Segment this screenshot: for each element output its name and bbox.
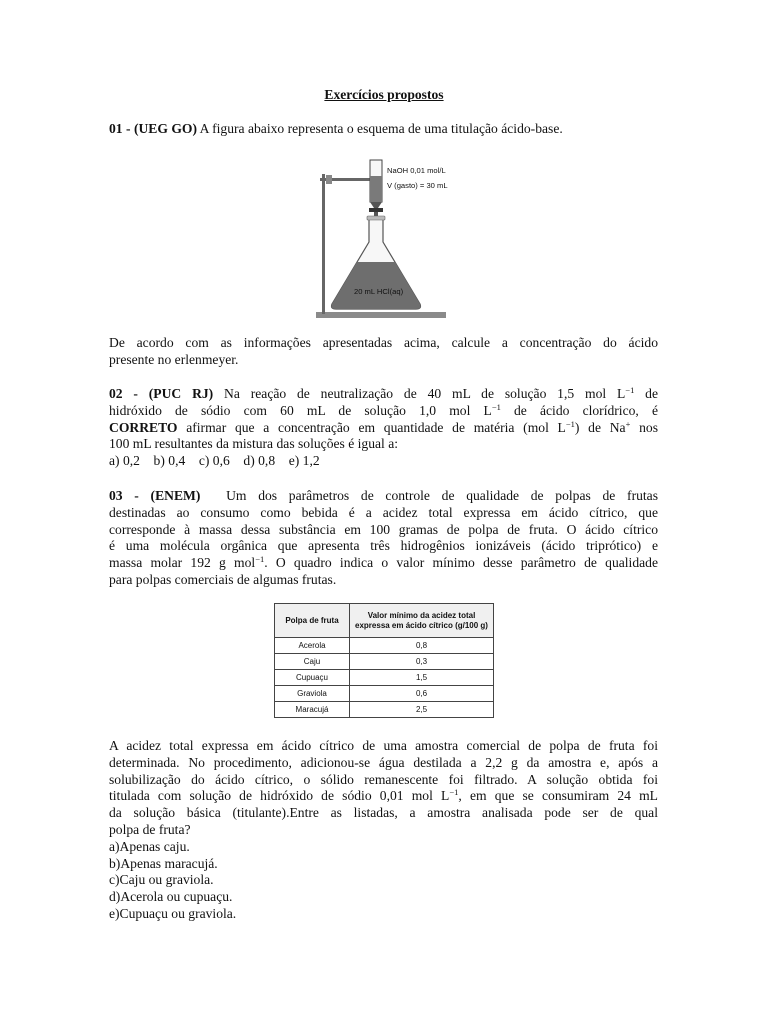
text-run: ) de Na	[574, 419, 626, 435]
paragraph-line	[109, 403, 658, 420]
text-run: nos	[630, 419, 658, 435]
paragraph-line: corresponde à massa dessa substância em 100 gramas de polpa de fruta. O ácido cítrico	[109, 521, 658, 537]
stand-base	[316, 312, 446, 318]
paragraph-line: para polpas comerciais de algumas frutas.	[109, 571, 337, 587]
paragraph-line: presente no erlenmeyer.	[109, 351, 239, 367]
superscript: −1	[449, 787, 459, 798]
table-cell-fruit: Cupuaçu	[275, 670, 350, 686]
table-header-row	[275, 604, 494, 638]
burette-tip	[370, 202, 382, 208]
question-01-text	[109, 335, 658, 369]
question-source: (PUC RJ)	[148, 386, 214, 401]
paragraph-line: da solução básica (titulante).Entre as listadas, a amostra analisada pode ser de qual	[109, 805, 658, 821]
flask-solution	[332, 262, 421, 309]
volume-label: V (gasto) = 30 mL	[387, 181, 448, 190]
paragraph-line: 100 mL resultantes da mistura das soluções é igual a:	[109, 436, 399, 452]
paragraph-line	[109, 386, 658, 403]
table-cell-fruit: Graviola	[275, 686, 350, 702]
paragraph-line: De acordo com as informações apresentadas acima, calcule a concentração do ácido	[109, 335, 658, 350]
column-header-fruit: Polpa de fruta	[275, 604, 350, 638]
burette-solution	[370, 176, 382, 202]
text-run: de	[634, 386, 658, 401]
clamp-knob	[326, 175, 332, 184]
table-cell-value: 0,3	[350, 654, 494, 670]
column-header-acidity: Valor mínimo da acidez total expressa em ácido cítrico (g/100 g)	[350, 604, 494, 638]
question-02	[109, 386, 658, 470]
titration-diagram	[314, 156, 464, 320]
question-number: 03 -	[109, 488, 139, 503]
answer-options: a) 0,2 b) 0,4 c) 0,6 d) 0,8 e) 1,2	[109, 453, 320, 469]
acidity-table	[274, 603, 494, 718]
answer-choice: b)Apenas maracujá.	[109, 855, 218, 871]
table-row	[275, 638, 494, 654]
answer-choice: a)Apenas caju.	[109, 838, 190, 854]
paragraph-line: destinadas ao consumo como bebida é a acidez total expressa em ácido cítrico, que	[109, 504, 658, 520]
titration-figure	[314, 156, 464, 320]
text-run: titulada com solução de hidróxido de sódio 0,01 mol L	[109, 788, 450, 804]
answer-choice: c)Caju ou graviola.	[109, 872, 214, 888]
acidity-table-wrap	[274, 603, 494, 718]
superscript: +	[625, 418, 631, 429]
table-cell-fruit: Acerola	[275, 638, 350, 654]
superscript: −1	[491, 401, 501, 412]
paragraph-line	[109, 488, 658, 505]
question-source: (UEG GO)	[133, 121, 197, 136]
text-run: Um dos parâmetros de controle de qualidade de polpas de frutas	[226, 488, 658, 503]
answer-choice: e)Cupuaçu ou graviola.	[109, 905, 237, 921]
table-cell-fruit: Maracujá	[275, 702, 350, 718]
answer-choice: d)Acerola ou cupuaçu.	[109, 889, 233, 905]
text-run: , em que se consumiram 24 mL	[458, 788, 658, 804]
paragraph-line: polpa de fruta?	[109, 821, 191, 837]
table-cell-value: 0,6	[350, 686, 494, 702]
text-run: hidróxido de sódio com 60 mL de solução 1,0 mol L	[109, 402, 492, 418]
question-01-header	[109, 121, 658, 138]
question-number: 02 -	[109, 386, 138, 401]
table-cell-value: 1,5	[350, 670, 494, 686]
table-cell-value: 0,8	[350, 638, 494, 654]
paragraph-line: solubilização do ácido cítrico, o sólido remanescente foi filtrado. A solução obtida foi	[109, 771, 658, 787]
flask-label: 20 mL HCl(aq)	[354, 287, 404, 296]
table-row	[275, 686, 494, 702]
question-03	[109, 488, 658, 589]
text-run: . O quadro indica o valor mínimo desse parâmetro de qualidade	[264, 555, 658, 571]
paragraph-line	[109, 555, 658, 572]
stand-rod	[322, 174, 325, 314]
paragraph-line: A acidez total expressa em ácido cítrico de uma amostra comercial de polpa de fruta foi	[109, 738, 658, 753]
naoh-label: NaOH 0,01 mol/L	[387, 166, 446, 175]
question-number: 01 -	[109, 121, 131, 136]
question-source: (ENEM)	[150, 488, 201, 503]
text-run: massa molar 192 g mol	[109, 555, 256, 571]
superscript: −1	[565, 418, 575, 429]
text-run: afirmar que a concentração em quantidade de matéria (mol L	[177, 419, 566, 435]
paragraph-line	[109, 788, 658, 805]
paragraph-line: é uma molécula orgânica que apresenta três hidrogênios ionizáveis (ácido triprótico) e	[109, 538, 658, 554]
flask-rim	[367, 216, 385, 220]
paragraph-line	[109, 420, 658, 437]
burette-stopcock	[369, 208, 383, 212]
table-cell-value: 2,5	[350, 702, 494, 718]
paragraph-line: determinada. No procedimento, adicionou-se água destilada a 2,2 g da amostra e, após a	[109, 754, 658, 770]
question-03-part2	[109, 738, 658, 923]
emphasis-correto: CORRETO	[109, 419, 178, 435]
table-cell-fruit: Caju	[275, 654, 350, 670]
superscript: −1	[625, 385, 635, 395]
question-text: A figura abaixo representa o esquema de uma titulação ácido-base.	[199, 121, 563, 136]
table-row	[275, 702, 494, 718]
table-row	[275, 670, 494, 686]
text-run: Na reação de neutralização de 40 mL de solução 1,5 mol L	[224, 386, 626, 401]
superscript: −1	[255, 554, 265, 565]
page-title: Exercícios propostos	[324, 87, 444, 102]
table-row	[275, 654, 494, 670]
text-run: de ácido clorídrico, é	[500, 402, 658, 418]
